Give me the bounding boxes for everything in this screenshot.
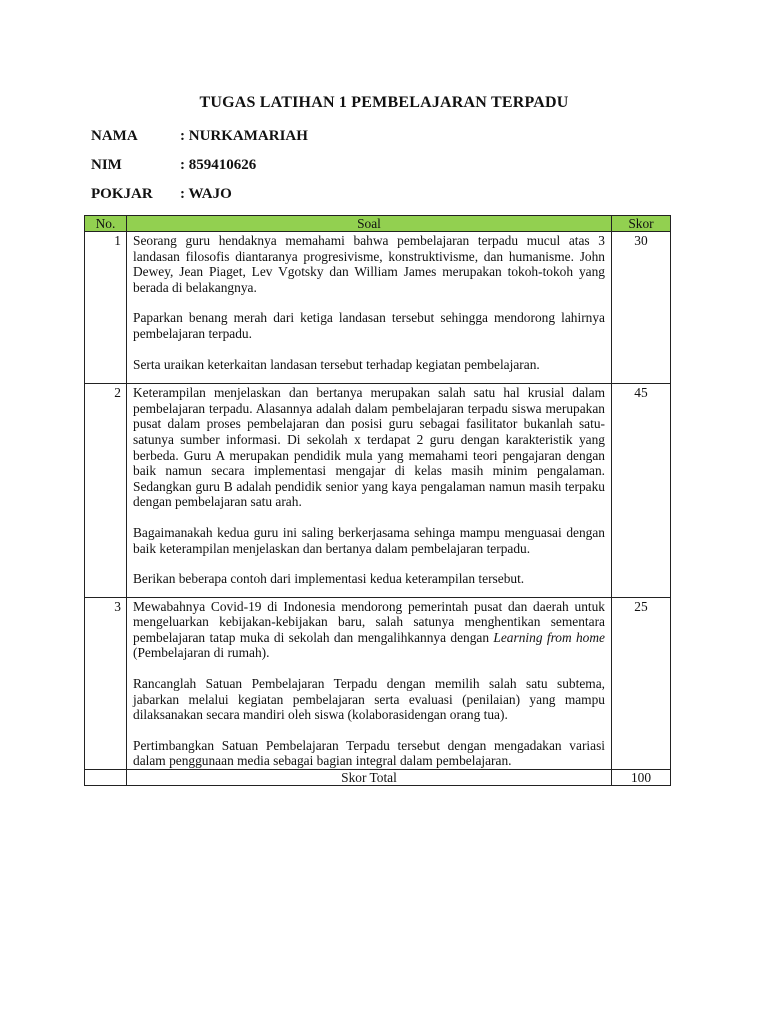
paragraph-text: Mewabahnya Covid-19 di Indonesia mendorong pemerintah pusat dan daerah untuk mengeluarkan kebijakan-kebijakan baru, salah satunya menghentikan sementara pembelajaran tatap muka di sekolah dan mengalihkannya dengan	[133, 598, 605, 645]
total-empty-cell	[85, 770, 127, 786]
row-number: 2	[85, 384, 127, 598]
question-text	[127, 597, 612, 769]
paragraph-text: (Pembelajaran di rumah).	[133, 645, 270, 661]
question-text	[127, 232, 612, 384]
page-title: TUGAS LATIHAN 1 PEMBELAJARAN TERPADU	[199, 94, 569, 111]
question-paragraph: Serta uraikan keterkaitan landasan tersebut terhadap kegiatan pembelajaran.	[133, 356, 540, 372]
column-header-no: No.	[85, 216, 127, 232]
table-row	[85, 384, 671, 598]
field-value: : 859410626	[180, 157, 257, 173]
question-paragraph: Keterampilan menjelaskan dan bertanya merupakan salah satu hal krusial dalam pembelajaran terpadu. Alasannya adalah dalam pembelajaran terpadu siswa merupakan pusat dalam proses pembelajaran dan posisi guru sebagai fasilitator bukanlah satu-satunya sumber informasi. Di sekolah x terdapat 2 guru dengan karakteristik yang berbeda. Guru A merupakan pendidik mula yang memahami teori pengajaran dengan baik namun secara implementasi mengajar di kelas masih minim pengalaman. Sedangkan guru B adalah pendidik senior yang kaya pengalaman namun masih terpaku dengan pembelajaran satu arah.	[133, 385, 605, 510]
table-row	[85, 597, 671, 769]
table-header-row	[85, 216, 671, 232]
row-score: 30	[612, 232, 671, 384]
question-paragraph	[133, 599, 605, 661]
question-paragraph: Pertimbangkan Satuan Pembelajaran Terpadu tersebut dengan mengadakan variasi dalam penggunaan media sebagai bagian integral dalam pembelajaran.	[133, 737, 605, 769]
field-label: NIM	[91, 157, 122, 173]
row-score: 25	[612, 597, 671, 769]
field-label: NAMA	[91, 128, 138, 144]
total-row	[85, 770, 671, 786]
question-table	[84, 215, 671, 786]
question-paragraph: Paparkan benang merah dari ketiga landasan tersebut sehingga mendorong lahirnya pembelajaran terpadu.	[133, 310, 605, 341]
info-row-nama	[91, 128, 308, 145]
info-row-pokjar	[91, 186, 232, 203]
info-row-nim	[91, 157, 256, 174]
total-score: 100	[612, 770, 671, 786]
table-row	[85, 232, 671, 384]
field-value: : NURKAMARIAH	[180, 128, 308, 144]
question-paragraph: Seorang guru hendaknya memahami bahwa pembelajaran terpadu mucul atas 3 landasan filosofis diantaranya progresivisme, konstruktivisme, dan humanisme. John Dewey, Jean Piaget, Lev Vgotsky dan William James merupakan tokoh-tokoh yang berada di belakangnya.	[133, 233, 605, 295]
row-number: 3	[85, 597, 127, 769]
question-paragraph: Berikan beberapa contoh dari implementasi kedua keterampilan tersebut.	[133, 571, 525, 587]
italic-phrase: Learning from home	[493, 629, 605, 645]
column-header-soal: Soal	[127, 216, 612, 232]
row-score: 45	[612, 384, 671, 598]
field-label: POKJAR	[91, 186, 153, 202]
column-header-skor: Skor	[612, 216, 671, 232]
question-text	[127, 384, 612, 598]
total-label: Skor Total	[127, 770, 612, 786]
row-number: 1	[85, 232, 127, 384]
field-value: : WAJO	[180, 186, 232, 202]
question-paragraph: Rancanglah Satuan Pembelajaran Terpadu dengan memilih salah satu subtema, jabarkan melalui kegiatan pembelajaran serta evaluasi (penilaian) yang mampu dilaksanakan secara mandiri oleh siswa (kolaborasidengan orang tua).	[133, 676, 605, 723]
question-paragraph: Bagaimanakah kedua guru ini saling berkerjasama sehinga mampu menguasai dengan baik keterampilan menjelaskan dan bertanya dalam pembelajaran terpadu.	[133, 524, 605, 556]
